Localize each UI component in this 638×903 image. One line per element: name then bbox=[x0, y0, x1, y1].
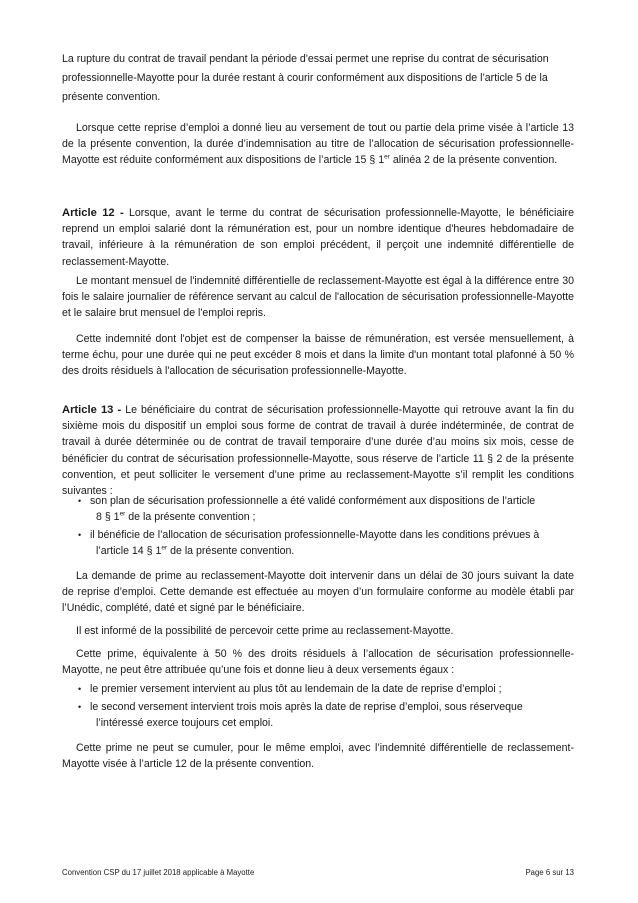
list-item-allocation bbox=[78, 527, 574, 559]
list-item-text: le second versement intervient trois mois après la date de reprise d’emploi, sous réserveque bbox=[90, 701, 523, 713]
list-item-second-versement bbox=[78, 699, 574, 731]
bullet-icon: • bbox=[78, 530, 82, 540]
paragraph-reprise-emploi bbox=[62, 120, 574, 169]
superscript-er: er bbox=[119, 510, 126, 518]
list-item-ref: l’article 14 § 1 bbox=[96, 545, 162, 558]
article-13-paragraph-5: Cette prime ne peut se cumuler, pour le même emploi, avec l’indemnité différentielle de reclassement-Mayotte visée à l’article 12 de la présente convention. bbox=[62, 742, 574, 771]
footer-title: Convention CSP du 17 juillet 2018 applicable à Mayotte bbox=[62, 868, 255, 877]
list-item-text-cont: l’intéressé exerce toujours cet emploi. bbox=[96, 717, 274, 730]
bullet-icon: • bbox=[78, 496, 82, 506]
list-item-end: de la présente convention. bbox=[167, 545, 295, 558]
article-13-paragraph-3: Il est informé de la possibilité de percevoir cette prime au reclassement-Mayotte. bbox=[76, 625, 454, 637]
list-item-end: de la présente convention ; bbox=[125, 511, 256, 524]
list-item-text: son plan de sécurisation professionnelle a été validé conformément aux dispositions de l’article bbox=[90, 495, 536, 507]
list-item-text-cont bbox=[78, 509, 574, 525]
article-12-text: Lorsque, avant le terme du contrat de sécurisation professionnelle-Mayotte, le bénéficiaire reprend un emploi salarié dont la rémunération est, pour un nombre identique d'heures hebdomadaire de travail, inférieure à la rémunération de son emploi précédent, il perçoit une indemnité différentielle de reclassement-Mayotte. bbox=[62, 207, 574, 268]
list-item-text: le premier versement intervient au plus tôt au lendemain de la date de reprise d’emploi ; bbox=[90, 683, 502, 695]
list-item-text: il bénéficie de l’allocation de sécurisation professionnelle-Mayotte dans les conditions prévues à bbox=[90, 529, 540, 541]
paragraph-rupture-contrat: La rupture du contrat de travail pendant la période d'essai permet une reprise du contrat de sécurisation professionnelle-Mayotte pour la durée restant à courir conformément aux dispositions de l’article 5 de la présente convention. bbox=[62, 53, 549, 103]
list-item-text-cont bbox=[78, 543, 574, 559]
list-item-premier-versement bbox=[78, 681, 574, 697]
article-12-intro bbox=[62, 205, 574, 270]
article-12-paragraph-3: Cette indemnité dont l'objet est de compenser la baisse de rémunération, est versée mensuellement, à terme échu, pour une durée qui ne peut excéder 8 mois et dans la limite d'un montant total plafonné à 50 % des droits résiduels à l'allocation de sécurisation professionnelle-Mayotte. bbox=[62, 333, 574, 378]
list-item-ref: 8 § 1 bbox=[96, 511, 120, 524]
paragraph-reprise-end: alinéa 2 de la présente convention. bbox=[389, 154, 558, 167]
article-13-paragraph-4: Cette prime, équivalente à 50 % des droits résiduels à l’allocation de sécurisation professionnelle-Mayotte, ne peut être attribuée qu’une fois et donne lieu à deux versements égaux : bbox=[62, 648, 574, 677]
bullet-icon: • bbox=[78, 684, 82, 694]
footer-page-number: Page 6 sur 13 bbox=[525, 868, 574, 877]
bullet-icon: • bbox=[78, 702, 82, 712]
article-13-paragraph-2: La demande de prime au reclassement-Mayotte doit intervenir dans un délai de 30 jours suivant la date de reprise d’emploi. Cette demande est effectuée au moyen d’un formulaire conforme au modèle établi par l’Unédic, complété, daté et signé par le bénéficiaire. bbox=[62, 570, 574, 615]
article-13-text: Le bénéficiaire du contrat de sécurisation professionnelle-Mayotte qui retrouve avant la fin du sixième mois du dispositif un emploi sous forme de contrat de travail à durée indéterminée, de contrat de travail à durée déterminée ou de contrat de travail temporaire d’une durée d’au moins six mois, cesse de bénéficier du contrat de sécurisation professionnelle-Mayotte, sous réserve de l’article 11 § 2 de la présente convention, et peut solliciter le versement d’une prime au reclassement-Mayotte s’il remplit les conditions suivantes : bbox=[62, 404, 574, 498]
superscript-er: er bbox=[384, 153, 390, 161]
article-13-intro bbox=[62, 402, 574, 499]
superscript-er: er bbox=[161, 544, 168, 552]
paragraph-reprise-text: Lorsque cette reprise d’emploi a donné lieu au versement de tout ou partie dela prime visée à l’article 13 de la présente convention, la durée d’indemnisation au titre de l’allocation de sécurisation professionnelle-Mayotte est réduite conformément aux dispositions de l’article 15 § 1 bbox=[62, 122, 574, 167]
article-12-paragraph-2: Le montant mensuel de l'indemnité différentielle de reclassement-Mayotte est égal à la différence entre 30 fois le salaire journalier de référence servant au calcul de l'allocation de sécurisation professionnelle-Mayotte et le salaire brut mensuel de l'emploi repris. bbox=[62, 275, 574, 320]
article-13-heading: Article 13 - bbox=[62, 404, 122, 416]
article-12-heading: Article 12 - bbox=[62, 207, 124, 219]
list-item-plan-securisation bbox=[78, 493, 574, 525]
